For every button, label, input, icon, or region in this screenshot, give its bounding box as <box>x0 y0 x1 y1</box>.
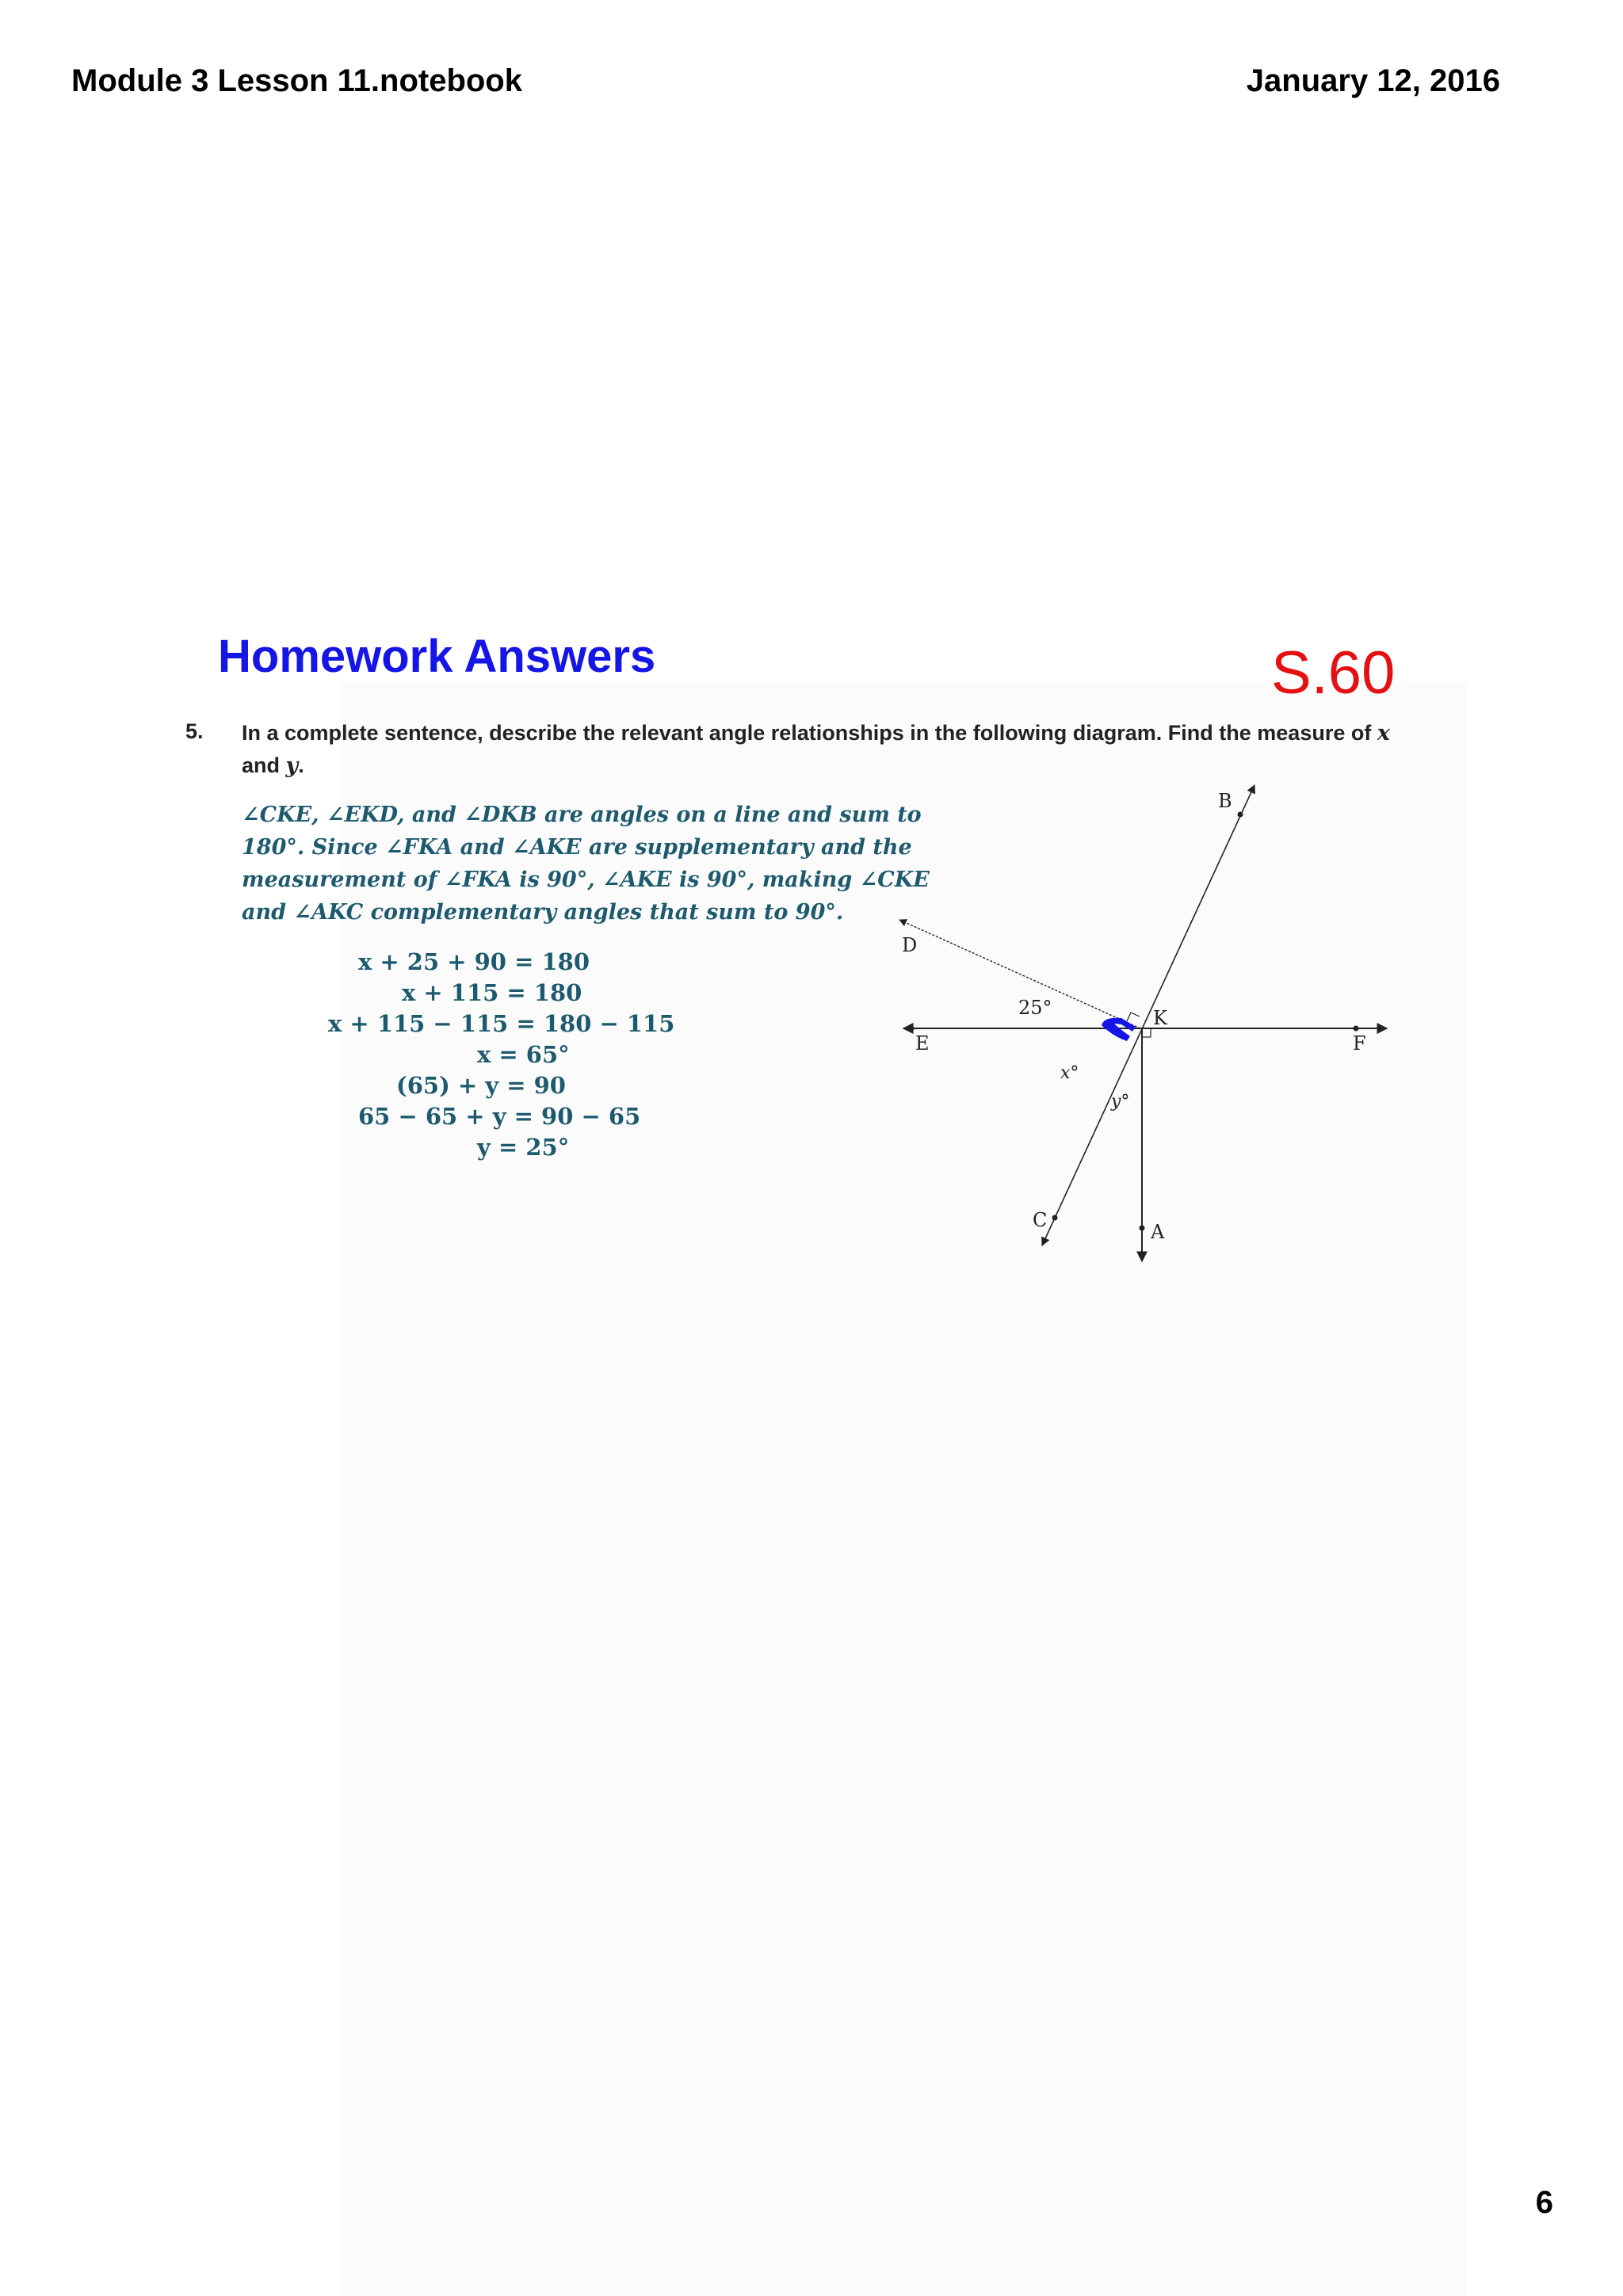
equation-7: y = 25° <box>477 1134 570 1161</box>
point-a <box>1140 1226 1145 1231</box>
label-e: E <box>915 1032 930 1055</box>
highlight-angle-mark <box>1102 1018 1136 1041</box>
point-c <box>1052 1215 1058 1221</box>
problem-var-y: y <box>285 753 299 778</box>
answer-line-1: ∠CKE, ∠EKD, and ∠DKB are angles on a line and sum to <box>242 803 922 827</box>
point-e <box>909 1026 915 1032</box>
problem-number: 5. <box>185 719 204 743</box>
label-d: D <box>902 934 918 956</box>
point-b <box>1238 812 1243 818</box>
page-date: January 12, 2016 <box>1246 63 1500 98</box>
equation-3: x + 115 − 115 = 180 − 115 <box>328 1010 675 1037</box>
page-reference-label: S.60 <box>1271 639 1396 707</box>
equation-2: x + 115 = 180 <box>402 979 582 1006</box>
equation-4: x = 65° <box>477 1041 570 1068</box>
problem-statement <box>242 717 1446 782</box>
problem-text-part3: . <box>298 753 304 777</box>
label-angle-25: 25° <box>1018 997 1052 1019</box>
page-number: 6 <box>1535 2185 1553 2220</box>
problem-text-part1: In a complete sentence, describe the relevant angle relationships in the following diagram. Find the measure of <box>242 721 1377 745</box>
label-c: C <box>1033 1209 1048 1231</box>
equation-1: x + 25 + 90 = 180 <box>358 948 590 975</box>
label-angle-x: x° <box>1060 1063 1079 1083</box>
label-b: B <box>1218 790 1232 812</box>
right-angle-mark-fka <box>1142 1028 1151 1037</box>
notebook-title: Module 3 Lesson 11.notebook <box>71 63 522 98</box>
equation-5: (65) + y = 90 <box>396 1072 566 1099</box>
homework-answers-title: Homework Answers <box>218 631 656 682</box>
answer-line-3: measurement of ∠FKA is 90°, ∠AKE is 90°, making ∠CKE <box>242 868 930 892</box>
problem-text-part2: and <box>242 753 286 777</box>
problem-var-x: x <box>1377 721 1390 746</box>
label-a: A <box>1151 1221 1165 1243</box>
angle-diagram <box>880 776 1403 1268</box>
right-angle-mark-dkb <box>1127 1013 1140 1021</box>
label-f: F <box>1353 1032 1366 1055</box>
line-cb <box>1042 785 1254 1245</box>
answer-line-4: and ∠AKC complementary angles that sum to 90°. <box>242 900 844 925</box>
equation-6: 65 − 65 + y = 90 − 65 <box>358 1103 641 1130</box>
point-f <box>1354 1026 1359 1032</box>
answer-line-2: 180°. Since ∠FKA and ∠AKE are supplementary and the <box>242 835 912 860</box>
label-angle-y: y° <box>1111 1092 1130 1112</box>
label-k: K <box>1153 1007 1167 1029</box>
